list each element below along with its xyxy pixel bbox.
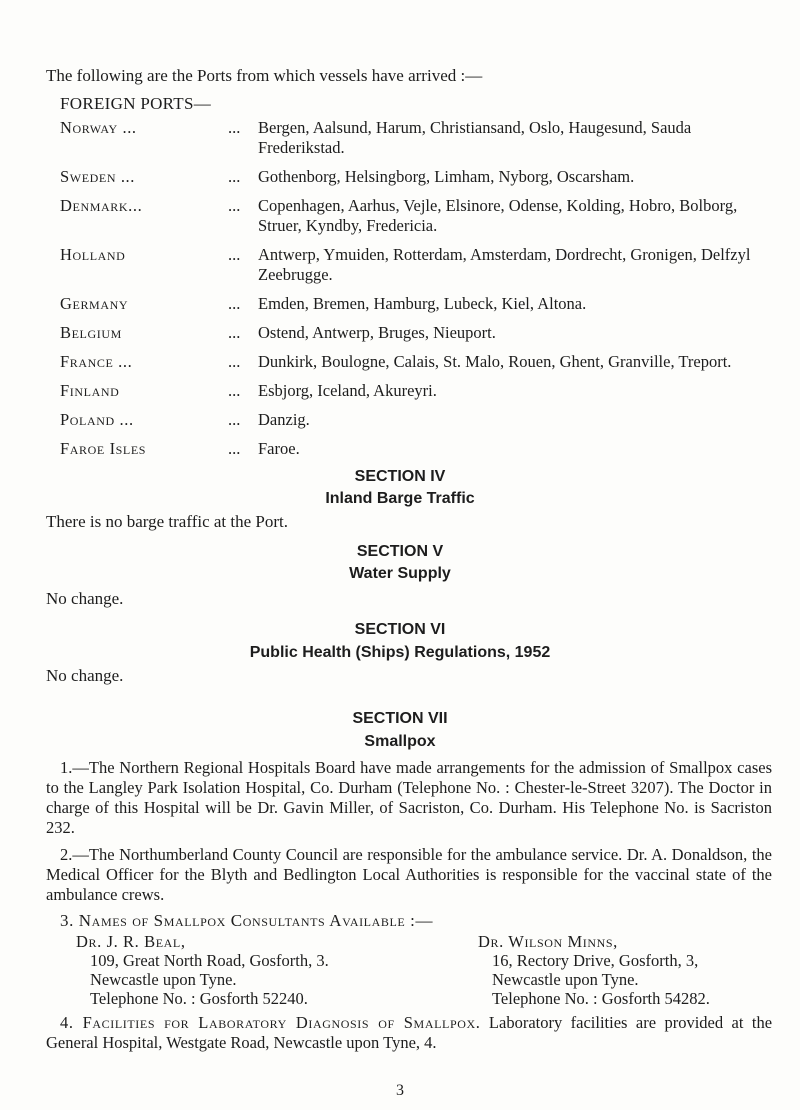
port-row [60, 439, 780, 459]
port-list: Bergen, Aalsund, Harum, Christiansand, Oslo, Haugesund, Sauda Frederikstad. [258, 118, 692, 157]
section-6-title: SECTION VI [354, 621, 446, 638]
port-list: Emden, Bremen, Hamburg, Lubeck, Kiel, Altona. [258, 294, 587, 313]
section-7-title: SECTION VII [352, 710, 448, 727]
paragraph-text: 1.—The Northern Regional Hospitals Board have made arrangements for the admission of Smallpox cases to the Langley Park Isolation Hospital, Co. Durham (Telephone No. : Chester-le-Street 3207). The Doctor in charge of this Hospital will be Dr. Gavin Miller, of Sacriston, Co. Durham. His Telephone No. is Sacriston 232. [46, 758, 772, 837]
paragraph-text: Laboratory facilities are provided at the General Hospital, Westgate Road, Newcastle upon Tyne, 4. [46, 1013, 773, 1052]
port-row [60, 381, 780, 401]
section-7-subtitle: Smallpox [364, 733, 436, 750]
smallpox-paragraph-2 [46, 845, 772, 905]
leader-dots: ... [228, 294, 241, 313]
country-name: France ... [60, 352, 133, 371]
port-list: Copenhagen, Aarhus, Vejle, Elsinore, Odense, Kolding, Hobro, Bolborg, Struer, Kyndby, Fredericia. [258, 196, 738, 235]
leader-dots: ... [228, 352, 241, 371]
consultant-address: 109, Great North Road, Gosforth, 3. [90, 951, 329, 970]
port-row [60, 410, 780, 430]
section-6-subtitle: Public Health (Ships) Regulations, 1952 [249, 644, 551, 661]
port-row [60, 167, 780, 187]
port-list: Danzig. [258, 410, 310, 429]
country-name: Finland [60, 381, 120, 400]
section-4-title: SECTION IV [354, 468, 446, 485]
leader-dots: ... [228, 439, 241, 458]
port-row [60, 294, 780, 314]
port-list: Antwerp, Ymuiden, Rotterdam, Amsterdam, Dordrecht, Gronigen, Delfzyl Zeebrugge. [258, 245, 751, 284]
foreign-ports-heading: FOREIGN PORTS— [60, 94, 212, 113]
paragraph-heading: 4. Facilities for Laboratory Diagnosis of Smallpox. [60, 1013, 481, 1032]
consultant-phone: Telephone No. : Gosforth 54282. [492, 989, 710, 1008]
consultant-beal [76, 932, 329, 1008]
port-list: Dunkirk, Boulogne, Calais, St. Malo, Rouen, Ghent, Granville, Treport. [258, 352, 732, 371]
consultants-heading: 3. Names of Smallpox Consultants Available :— [60, 911, 434, 930]
country-name: Faroe Isles [60, 439, 147, 458]
intro-text: The following are the Ports from which vessels have arrived :— [46, 66, 483, 85]
port-row [60, 118, 780, 158]
section-5-text: No change. [46, 589, 124, 608]
port-list: Gothenborg, Helsingborg, Limham, Nyborg, Oscarsham. [258, 167, 635, 186]
consultant-minns [478, 932, 710, 1008]
leader-dots: ... [228, 410, 241, 429]
ports-table [60, 118, 780, 468]
port-row [60, 323, 780, 343]
paragraph-text: 2.—The Northumberland County Council are responsible for the ambulance service. Dr. A. Donaldson, the Medical Officer for the Blyth and Bedlington Local Authorities is responsible for the vaccinal state of the ambulance crews. [46, 845, 772, 904]
consultant-phone: Telephone No. : Gosforth 52240. [90, 989, 308, 1008]
port-list: Faroe. [258, 439, 300, 458]
port-row [60, 196, 780, 236]
country-name: Germany [60, 294, 129, 313]
country-name: Norway ... [60, 118, 137, 137]
consultant-name: Dr. J. R. Beal, [76, 932, 186, 951]
smallpox-paragraph-4 [46, 1013, 772, 1053]
leader-dots: ... [228, 118, 241, 137]
country-name: Holland [60, 245, 126, 264]
consultant-city: Newcastle upon Tyne. [90, 970, 237, 989]
leader-dots: ... [228, 381, 241, 400]
leader-dots: ... [228, 167, 241, 186]
consultant-address: 16, Rectory Drive, Gosforth, 3, [492, 951, 699, 970]
country-name: Poland ... [60, 410, 134, 429]
section-4-subtitle: Inland Barge Traffic [325, 490, 475, 507]
consultant-city: Newcastle upon Tyne. [492, 970, 639, 989]
country-name: Belgium [60, 323, 122, 342]
port-list: Ostend, Antwerp, Bruges, Nieuport. [258, 323, 496, 342]
leader-dots: ... [228, 196, 241, 215]
country-name: Sweden ... [60, 167, 135, 186]
section-4-text: There is no barge traffic at the Port. [46, 512, 289, 531]
leader-dots: ... [228, 245, 241, 264]
port-list: Esbjorg, Iceland, Akureyri. [258, 381, 437, 400]
section-6-text: No change. [46, 666, 124, 685]
smallpox-paragraph-1 [46, 758, 772, 838]
section-5-subtitle: Water Supply [349, 565, 451, 582]
page-number: 3 [396, 1082, 404, 1099]
port-row [60, 245, 780, 285]
port-row [60, 352, 780, 372]
section-5-title: SECTION V [356, 543, 444, 560]
country-name: Denmark... [60, 196, 143, 215]
consultant-name: Dr. Wilson Minns, [478, 932, 618, 951]
leader-dots: ... [228, 323, 241, 342]
